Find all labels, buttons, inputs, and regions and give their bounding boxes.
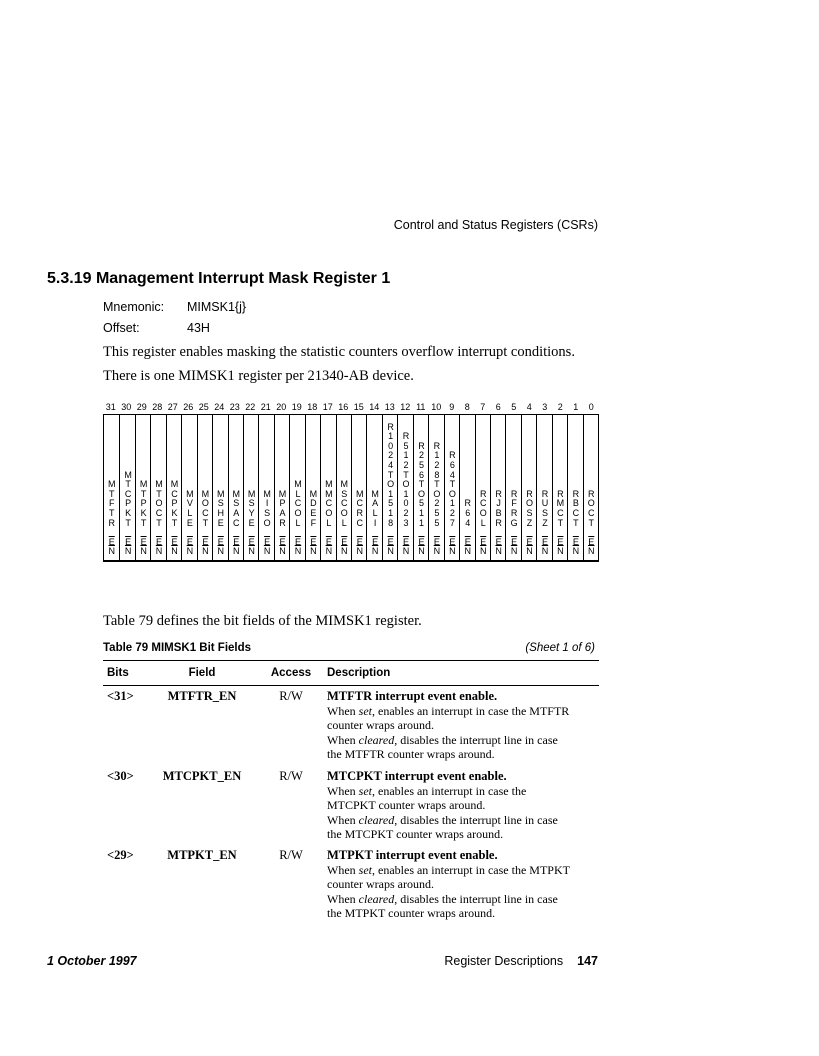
register-field-name: M T F T R [107, 479, 116, 528]
register-field-name: M L C O L [294, 479, 302, 528]
register-field [258, 415, 274, 560]
register-field-suffix: E N [294, 536, 302, 557]
register-field-name: M S A C [232, 488, 240, 528]
register-field-name: M V L E [186, 488, 194, 528]
bit-number: 4 [526, 402, 532, 412]
register-field [305, 415, 321, 560]
register-field-label [476, 490, 491, 557]
register-field-name: R U S Z [541, 488, 549, 528]
bit-number: 13 [384, 402, 395, 412]
register-field [444, 415, 460, 560]
bit-number: 5 [511, 402, 517, 412]
bit-number: 25 [198, 402, 209, 412]
bit-number: 9 [449, 402, 455, 412]
register-field-label [213, 490, 228, 557]
register-field-name: R 6 4 T O 1 2 7 [448, 450, 456, 528]
bit-number: 27 [167, 402, 178, 412]
register-field-name: M D E F [309, 488, 318, 528]
register-field [104, 415, 119, 560]
register-field-suffix: E N [418, 536, 425, 557]
bit-number: 19 [291, 402, 302, 412]
register-field-label [229, 490, 244, 557]
register-field-name: M M C O L [325, 479, 333, 528]
bit-number: 18 [307, 402, 318, 412]
register-field [119, 415, 135, 560]
register-field [289, 415, 305, 560]
bit-number: 14 [369, 402, 380, 412]
bit-number: 31 [105, 402, 116, 412]
register-field [181, 415, 197, 560]
row-description-line: When cleared, disables the interrupt line in case [327, 732, 558, 747]
register-field-suffix: E N [557, 536, 564, 557]
bit-number: 16 [338, 402, 349, 412]
register-field-label [275, 490, 290, 557]
table-header [103, 667, 599, 686]
register-field [397, 415, 413, 560]
row-field: MTFTR_EN [167, 689, 237, 703]
register-field-name: M P A R [278, 488, 287, 528]
table-top-rule [103, 660, 599, 661]
register-field-label [429, 442, 444, 557]
table-intro: Table 79 defines the bit fields of the MIMSK1 register. [103, 613, 422, 629]
register-field-name: R 2 5 6 T O 5 1 1 [417, 440, 425, 528]
register-field-label [491, 490, 506, 557]
bit-number: 0 [588, 402, 594, 412]
header-bits: Bits [107, 667, 129, 679]
row-description-line: MTCPKT counter wraps around. [327, 798, 486, 813]
register-field-suffix: E N [526, 536, 533, 557]
row-description-title: MTFTR interrupt event enable. [327, 689, 498, 703]
register-field-name: M C P K T [170, 479, 179, 528]
bit-number: 28 [152, 402, 163, 412]
register-field-label [151, 480, 166, 557]
table-sheet: (Sheet 1 of 6) [525, 642, 595, 654]
row-description-line: When cleared, disables the interrupt line in case [327, 891, 558, 906]
register-field-name: M A L I [371, 488, 379, 528]
register-field-name: R 1 2 8 T O 2 5 5 [433, 440, 441, 528]
register-field-suffix: E N [341, 536, 348, 557]
header-field: Field [188, 667, 216, 679]
register-field-suffix: E N [310, 536, 317, 557]
register-field-label [244, 490, 259, 557]
register-field [567, 415, 583, 560]
register-field-name: M C R C [355, 488, 364, 528]
register-field-name: R J B R [495, 488, 502, 528]
bit-number: 23 [229, 402, 240, 412]
footer-right [444, 954, 598, 968]
register-field-suffix: E N [588, 536, 595, 557]
register-field-suffix: E N [510, 536, 518, 557]
register-field [459, 415, 475, 560]
register-field-name: M T O C T [155, 479, 163, 528]
register-field-label [568, 490, 583, 557]
register-field [228, 415, 244, 560]
register-field [583, 415, 599, 560]
register-field-label [321, 480, 336, 557]
mnemonic-value: MIMSK1{j} [187, 300, 247, 314]
register-field-suffix: E N [325, 536, 333, 557]
row-description-line: counter wraps around. [327, 718, 434, 733]
register-field-name: M I S O [263, 488, 271, 528]
bit-number: 3 [542, 402, 548, 412]
row-description-line: counter wraps around. [327, 877, 434, 892]
register-field-suffix: E N [433, 536, 441, 557]
row-description-line: the MTFTR counter wraps around. [327, 747, 495, 762]
bit-number: 6 [495, 402, 501, 412]
register-field-label [352, 490, 367, 557]
register-field [320, 415, 336, 560]
row-description-line: When set, enables an interrupt in case the MTFTR [327, 703, 570, 718]
register-field-label [414, 442, 429, 557]
bit-number: 17 [322, 402, 333, 412]
register-field [243, 415, 259, 560]
bit-number: 10 [431, 402, 442, 412]
register-field [166, 415, 182, 560]
register-field-suffix: E N [248, 536, 255, 557]
register-field [351, 415, 367, 560]
register-field-name: M S C O L [340, 479, 349, 528]
bit-number: 2 [557, 402, 563, 412]
register-field-label [120, 471, 135, 557]
register-field [197, 415, 213, 560]
row-access: R/W [279, 689, 303, 703]
register-field [212, 415, 228, 560]
register-field-suffix: E N [140, 536, 147, 557]
bit-number: 8 [464, 402, 470, 412]
register-field [382, 415, 398, 560]
bit-number: 24 [214, 402, 225, 412]
page-number: 147 [577, 954, 598, 968]
register-field [490, 415, 506, 560]
row-access: R/W [279, 769, 303, 783]
register-field-suffix: E N [186, 536, 194, 557]
register-field-suffix: E N [479, 536, 487, 557]
row-field: MTCPKT_EN [162, 769, 242, 783]
register-field [428, 415, 444, 560]
row-description-line: the MTPKT counter wraps around. [327, 906, 496, 921]
bit-number: 1 [573, 402, 579, 412]
register-field-name: M T C P K T [124, 469, 132, 528]
register-field-name: R B C T [572, 488, 580, 528]
row-description-line: the MTCPKT counter wraps around. [327, 827, 504, 842]
intro-paragraph: This register enables masking the statistic counters overflow interrupt conditions. [103, 344, 575, 360]
section-title [47, 270, 390, 288]
row-bits: <30> [107, 769, 134, 783]
bit-number: 11 [416, 402, 426, 412]
device-paragraph: There is one MIMSK1 register per 21340-AB device. [103, 368, 414, 384]
header-description: Description [327, 667, 391, 679]
register-field [366, 415, 382, 560]
register-field-suffix: E N [202, 536, 209, 557]
bit-number: 22 [245, 402, 256, 412]
register-field [475, 415, 491, 560]
register-field-name: M S Y E [247, 488, 256, 528]
register-field-name: R 1 0 2 4 T O 1 5 1 8 [387, 421, 395, 528]
register-field-suffix: E N [232, 536, 240, 557]
register-field-label [506, 490, 521, 557]
register-field-name: R O S Z [526, 488, 534, 528]
mnemonic-label: Mnemonic: [103, 300, 165, 314]
row-description-title: MTCPKT interrupt event enable. [327, 769, 507, 783]
register-field-suffix: E N [217, 536, 225, 557]
row-access: R/W [279, 848, 303, 862]
footer-date: 1 October 1997 [47, 954, 137, 968]
register-field-label [290, 480, 305, 557]
bit-number: 26 [183, 402, 194, 412]
bit-number: 12 [400, 402, 411, 412]
table-caption [103, 642, 599, 654]
register-field-label [104, 480, 119, 557]
register-field-label [367, 490, 382, 557]
bit-number: 15 [353, 402, 364, 412]
row-bits: <31> [107, 689, 134, 703]
header-access: Access [270, 667, 312, 679]
register-field-name: R M C T [556, 488, 565, 528]
register-field [274, 415, 290, 560]
register-field [536, 415, 552, 560]
register-field [135, 415, 151, 560]
register-field-suffix: E N [171, 536, 178, 557]
register-field-label [445, 451, 460, 557]
register-field-suffix: E N [541, 536, 549, 557]
register-field-suffix: E N [371, 536, 379, 557]
row-description [327, 689, 597, 762]
register-field-label [198, 490, 213, 557]
register-field-label [522, 490, 537, 557]
register-field-name: R C O L [479, 488, 487, 528]
bit-number: 29 [136, 402, 147, 412]
bit-number: 30 [121, 402, 132, 412]
register-field-label [460, 499, 475, 557]
register-field [552, 415, 568, 560]
register-field-label [537, 490, 552, 557]
register-field [336, 415, 352, 560]
register-field-suffix: E N [124, 536, 132, 557]
register-field-name: M O C T [201, 488, 210, 528]
row-description [327, 769, 597, 842]
register-field-suffix: E N [495, 536, 502, 557]
register-field-name: R 5 1 2 T O 1 0 2 3 [402, 431, 410, 528]
register-field-label [167, 480, 182, 557]
register-field-label [337, 480, 352, 557]
bit-number-row [103, 402, 599, 414]
offset-label: Offset: [103, 321, 140, 335]
register-diagram [103, 414, 599, 562]
register-field-suffix: E N [263, 536, 271, 557]
running-header: Control and Status Registers (CSRs) [393, 218, 598, 232]
register-field-name: R 6 4 [464, 498, 472, 528]
row-description-line: When set, enables an interrupt in case the MTPKT [327, 862, 570, 877]
register-field-label [136, 480, 151, 557]
register-field-suffix: E N [572, 536, 580, 557]
register-field [521, 415, 537, 560]
section-number: 5.3.19 [47, 270, 92, 287]
register-field-suffix: E N [108, 536, 115, 557]
section-heading: Management Interrupt Mask Register 1 [95, 270, 391, 287]
register-field-name: R F R G [510, 488, 518, 528]
row-description-line: When set, enables an interrupt in case the [327, 783, 527, 798]
register-field-name: M T P K T [139, 479, 148, 528]
row-description-title: MTPKT interrupt event enable. [327, 848, 498, 862]
register-field [413, 415, 429, 560]
register-field-name: R O C T [587, 488, 595, 528]
row-bits: <29> [107, 848, 134, 862]
register-field-label [584, 490, 599, 557]
register-field [150, 415, 166, 560]
register-field-label [398, 432, 413, 557]
register-field-suffix: E N [356, 536, 363, 557]
register-field-suffix: E N [402, 536, 410, 557]
register-field-label [259, 490, 274, 557]
register-field-label [383, 423, 398, 557]
row-description [327, 848, 597, 921]
register-field-suffix: E N [464, 536, 472, 557]
register-field-suffix: E N [155, 536, 163, 557]
row-field: MTPKT_EN [167, 848, 237, 862]
register-field-suffix: E N [279, 536, 286, 557]
bit-number: 7 [480, 402, 486, 412]
register-field-name: M S H E [217, 488, 225, 528]
bit-number: 20 [276, 402, 287, 412]
register-field-suffix: E N [387, 536, 394, 557]
footer-section: Register Descriptions [444, 954, 564, 968]
bit-number: 21 [260, 402, 271, 412]
table-caption-text: Table 79 MIMSK1 Bit Fields [103, 642, 252, 654]
row-description-line: When cleared, disables the interrupt line in case [327, 812, 558, 827]
register-field-label [306, 490, 321, 557]
register-field-suffix: E N [449, 536, 456, 557]
register-field-label [182, 490, 197, 557]
register-field-label [553, 490, 568, 557]
register-field [505, 415, 521, 560]
offset-value: 43H [187, 321, 210, 335]
